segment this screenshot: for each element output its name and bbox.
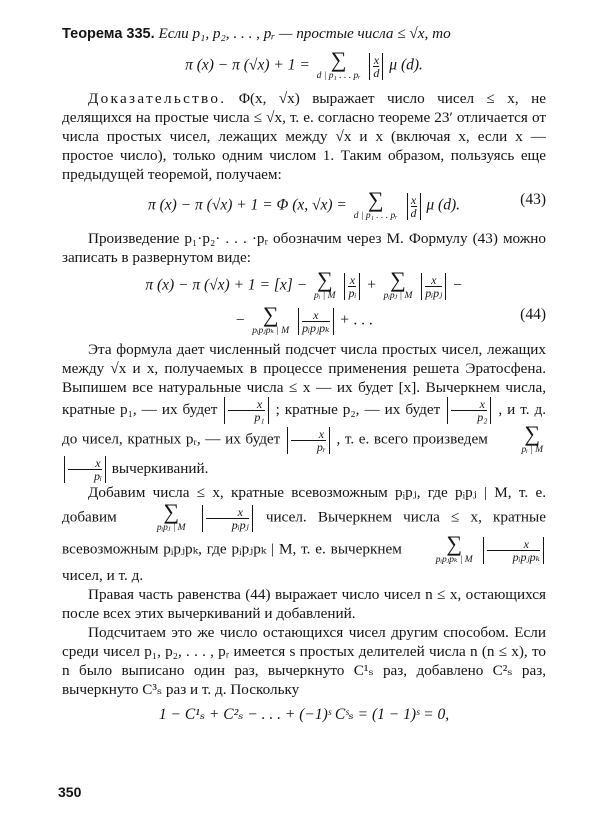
formula-43-sum (353, 187, 398, 222)
equation-tag-43: (43) (520, 191, 546, 208)
summation-sign: ∑ (330, 47, 347, 72)
sum-limits: pᵢpⱼpₖ | M (435, 555, 473, 565)
ellipsis-term: + . . . (339, 311, 374, 329)
sum-limits: pᵢ | M (314, 291, 336, 301)
add-sum-2 (410, 531, 473, 566)
sieve-text-4: , т. е. всего произведем (336, 430, 488, 448)
sum-limits: d | p₁ . . . pᵣ (353, 211, 398, 221)
summation-sign: ∑ (367, 187, 384, 212)
theorem-statement: Если p₁, p₂, . . . , pᵣ — простые числа ≤ √x, то (158, 25, 451, 42)
fraction-denominator: p₁ (254, 410, 265, 424)
summation-sign: ∑ (163, 499, 180, 524)
fraction-numerator: x (349, 272, 356, 287)
floor-fraction (202, 505, 253, 532)
proof-paragraph (62, 89, 546, 184)
sieve-sum (495, 421, 544, 456)
formula-44-line-2 (62, 302, 546, 337)
fraction-denominator: pᵢpⱼ (425, 285, 443, 300)
fraction-numerator: x (425, 274, 442, 287)
fraction-denominator: d (410, 205, 417, 220)
floor-fraction (407, 193, 421, 220)
formula-43-lhs: π (x) − π (√x) + 1 = Φ (x, √x) = (147, 196, 347, 214)
formula-44-line-1 (62, 267, 546, 302)
fraction-numerator: x (410, 192, 417, 207)
fraction-numerator: x (373, 52, 380, 67)
fraction-numerator: x (206, 506, 249, 519)
fraction-denominator: pᵢ (348, 285, 357, 300)
right-side-paragraph: Правая часть равенства (44) выражает число чисел n ≤ x, остающихся после всех этих вычеркиваний и добавлений. (62, 586, 546, 622)
floor-fraction (64, 456, 106, 483)
proof-word: Доказательство. (88, 90, 227, 107)
add-sum-1 (131, 499, 186, 534)
summation-sign: ∑ (390, 267, 406, 292)
sieve-text-2: ; кратные p₂, — их будет (275, 400, 441, 418)
fraction-numerator: x (228, 398, 264, 411)
fraction-denominator: pᵢpⱼpₖ (302, 320, 330, 335)
plus-sign: + (366, 276, 377, 294)
fraction-denominator: pᵣ (316, 439, 326, 454)
add-text-1: Добавим числа ≤ x, кратные всевозможным pᵢpⱼ, где pᵢpⱼ | M, т. е. добавим (62, 484, 546, 526)
fraction-numerator: x (302, 309, 329, 322)
fraction-numerator: x (291, 428, 326, 441)
equation-tag-44: (44) (520, 306, 546, 323)
summation-sign: ∑ (316, 267, 333, 292)
formula-1-lhs: π (x) − π (√x) + 1 = (185, 56, 310, 74)
theorem-heading: Теорема 335. (62, 26, 155, 42)
add-text-2: чисел. Вычеркнем числа ≤ x, кратные всевозможным pᵢpⱼpₖ, где pᵢpⱼpₖ | M, т. е. вычеркнем (62, 508, 547, 558)
sieve-text-3: , и т. д. до чисел, кратных pᵣ, — их будет (62, 400, 547, 448)
floor-fraction (421, 273, 446, 300)
proof-text: Φ(x, √x) выражает число чисел ≤ x, не делящихся на простые числа ≤ √x, т. е. согласно теореме 23′ отличается от числа простых чисел, лежащих между √x и x (включая x, если x — простое число), только одним числом 1. Таким образом, пользуясь еще предыдущей теоремой, получаем: (62, 90, 546, 183)
fraction-numerator: x (68, 457, 102, 470)
formula-44-sum-1 (314, 267, 336, 302)
formula-1 (62, 47, 546, 82)
sieve-text-1: Эта формула дает численный подсчет числа простых чисел, лежащих между √x и x, получаемых в процессе применения решета Эратосфена. Выпишем все натуральные числа ≤ x — их будет [x]. Вычеркнем числа, кратные p₁, — их будет (62, 341, 546, 418)
add-paragraph (62, 483, 546, 585)
product-paragraph: Произведение p₁·p₂· . . . ·pᵣ обозначим через M. Формулу (43) можно записать в развернутом виде: (62, 230, 546, 266)
floor-fraction (287, 427, 330, 454)
count-paragraph: Подсчитаем это же число остающихся чисел другим способом. Если среди чисел p₁, p₂, . . . , pᵣ имеется s простых делителей числа n (n ≤ x), то n было выписано один раз, вычеркнуто C¹ₛ раз, добавлено C²ₛ раз, вычеркнуто C³ₛ раз и т. д. Поскольку (62, 624, 546, 698)
formula-43-tail: μ (d). (426, 196, 461, 214)
floor-fraction (447, 397, 491, 424)
summation-sign: ∑ (524, 421, 541, 446)
fraction-denominator: p₂ (477, 410, 488, 424)
fraction-denominator: pᵢ (94, 469, 102, 483)
fraction-denominator: pᵢpⱼpₖ (512, 549, 541, 564)
sieve-paragraph (62, 340, 546, 483)
summation-sign: ∑ (262, 302, 279, 327)
sum-limits: d | p₁ . . . pᵣ (316, 71, 361, 81)
floor-fraction (369, 53, 383, 80)
fraction-denominator: pᵢpⱼ (231, 517, 249, 532)
fraction-numerator: x (451, 398, 487, 411)
floor-fraction (298, 308, 333, 335)
minus-sign: − (452, 276, 463, 294)
formula-1-tail: μ (d). (389, 56, 423, 74)
add-text-3: чисел, и т. д. (62, 567, 144, 584)
fraction-denominator: d (373, 65, 380, 80)
sum-limits: pᵢ | M (521, 445, 544, 455)
floor-fraction (224, 397, 268, 424)
sum-limits: pᵢpⱼ | M (156, 523, 186, 533)
formula-44-lhs: π (x) − π (√x) + 1 = [x] − (145, 276, 308, 294)
formula-44-sum-2 (383, 267, 413, 302)
formula-1-sum (316, 47, 361, 82)
sum-limits: pᵢpⱼpₖ | M (252, 326, 290, 336)
theorem-paragraph (62, 24, 546, 44)
floor-fraction (344, 273, 360, 300)
sum-limits: pᵢpⱼ | M (383, 291, 413, 301)
summation-sign: ∑ (446, 531, 463, 556)
page-body (62, 24, 546, 731)
fraction-numerator: x (487, 538, 540, 551)
formula-44-sum-3 (252, 302, 290, 337)
formula-final: 1 − C¹ₛ + C²ₛ − . . . + (−1)ˢ Cˢₛ = (1 − 1)ˢ = 0, (158, 706, 450, 723)
sieve-text-5: вычеркиваний. (111, 459, 209, 477)
formula-43 (62, 187, 546, 222)
page-number: 350 (58, 784, 82, 800)
minus-sign: − (234, 311, 246, 329)
floor-fraction (483, 537, 544, 564)
